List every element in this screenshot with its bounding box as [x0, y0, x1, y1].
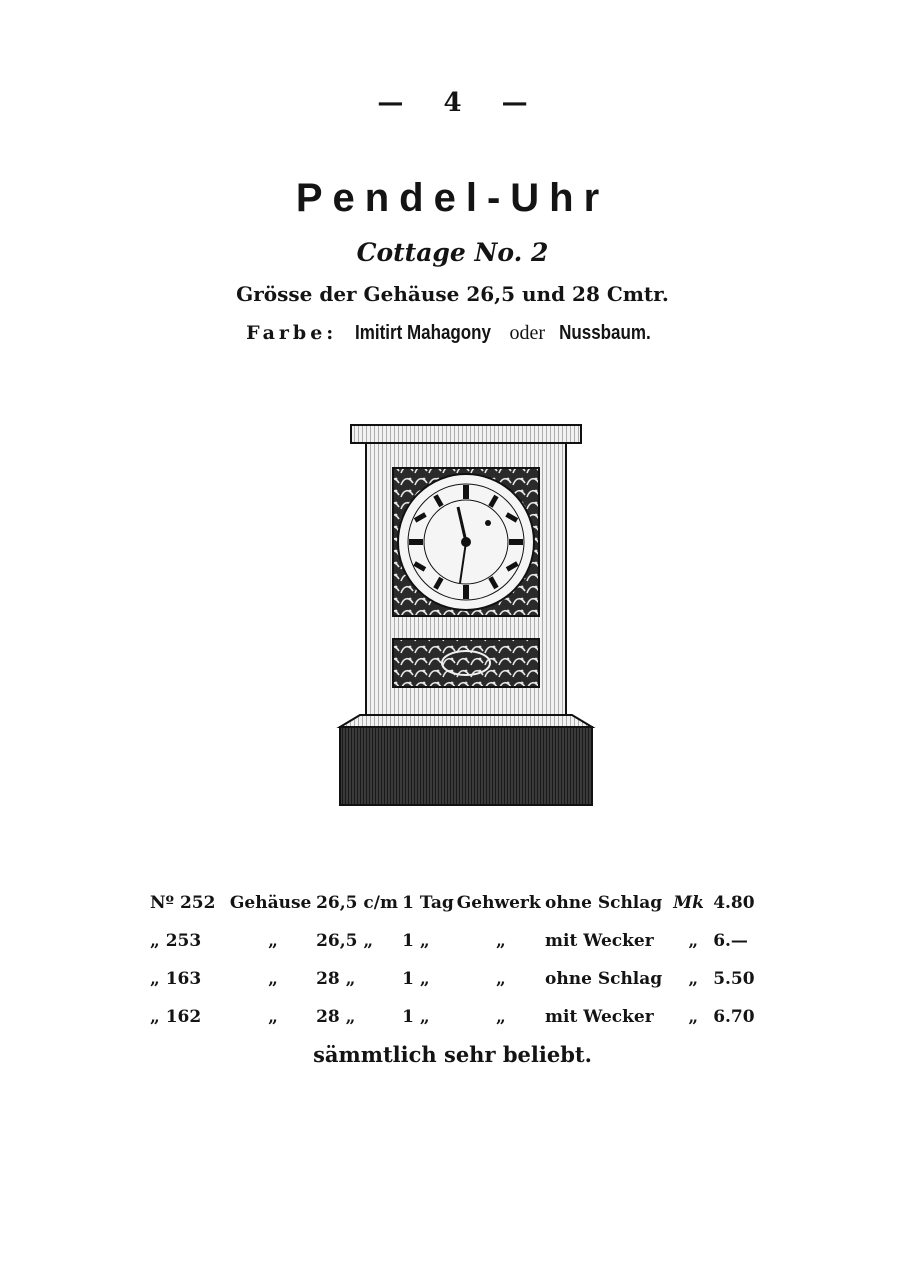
subtitle: Cottage No. 2	[356, 238, 549, 267]
table-row	[150, 922, 770, 960]
table-row	[150, 884, 770, 922]
color-option-mahagony: Imitirt Mahagony	[355, 322, 492, 344]
cell-price: 6.—	[713, 931, 748, 951]
cell-run-days: 1 „	[402, 1007, 430, 1027]
cell-price: 6.70	[713, 1007, 755, 1027]
cell-price: 4.80	[713, 893, 755, 913]
cell-currency: Mk	[673, 893, 704, 913]
cell-case-label: „	[268, 969, 278, 989]
cell-movement: „	[496, 1007, 506, 1027]
cell-case-size: 26,5 c/m	[316, 893, 398, 913]
cell-currency: „	[688, 969, 699, 989]
pendulum-clock-illustration	[330, 415, 600, 810]
color-option-nussbaum: Nussbaum.	[559, 322, 651, 344]
color-line	[0, 322, 905, 345]
cell-case-size: 28 „	[316, 1007, 356, 1027]
page-number-value: 4	[443, 88, 462, 118]
cell-case-label: „	[268, 1007, 278, 1027]
color-label: Farbe:	[246, 322, 338, 344]
cell-movement: „	[496, 969, 506, 989]
cell-currency: „	[688, 931, 699, 951]
page-number-dash-right: —	[501, 88, 528, 118]
cell-case-size: 26,5 „	[316, 931, 374, 951]
footer-note: sämmtlich sehr beliebt.	[313, 1042, 592, 1067]
cell-currency: „	[688, 1007, 699, 1027]
cell-case-label: Gehäuse	[229, 893, 312, 913]
cell-case-size: 28 „	[316, 969, 356, 989]
cell-item-number: „ 162	[150, 1007, 202, 1027]
cell-case-label: „	[268, 931, 278, 951]
table-row	[150, 998, 770, 1036]
page-number-dash-left: —	[377, 88, 404, 118]
cell-item-number: Nº 252	[150, 893, 216, 913]
cell-strike-type: mit Wecker	[545, 931, 654, 951]
cell-movement: „	[496, 931, 506, 951]
size-line: Grösse der Gehäuse 26,5 und 28 Cmtr.	[236, 282, 669, 306]
price-table	[150, 884, 770, 1036]
cell-price: 5.50	[713, 969, 755, 989]
cell-movement: Gehwerk	[456, 893, 541, 913]
page-title: Pendel-Uhr	[295, 176, 610, 220]
cell-strike-type: ohne Schlag	[545, 969, 663, 989]
cell-item-number: „ 253	[150, 931, 202, 951]
cell-run-days: 1 Tag	[402, 893, 454, 913]
cell-run-days: 1 „	[402, 931, 430, 951]
cell-strike-type: mit Wecker	[545, 1007, 654, 1027]
cell-item-number: „ 163	[150, 969, 202, 989]
page-number	[0, 88, 905, 118]
cell-strike-type: ohne Schlag	[545, 893, 663, 913]
cell-run-days: 1 „	[402, 969, 430, 989]
color-connector: oder	[509, 322, 545, 344]
table-row	[150, 960, 770, 998]
